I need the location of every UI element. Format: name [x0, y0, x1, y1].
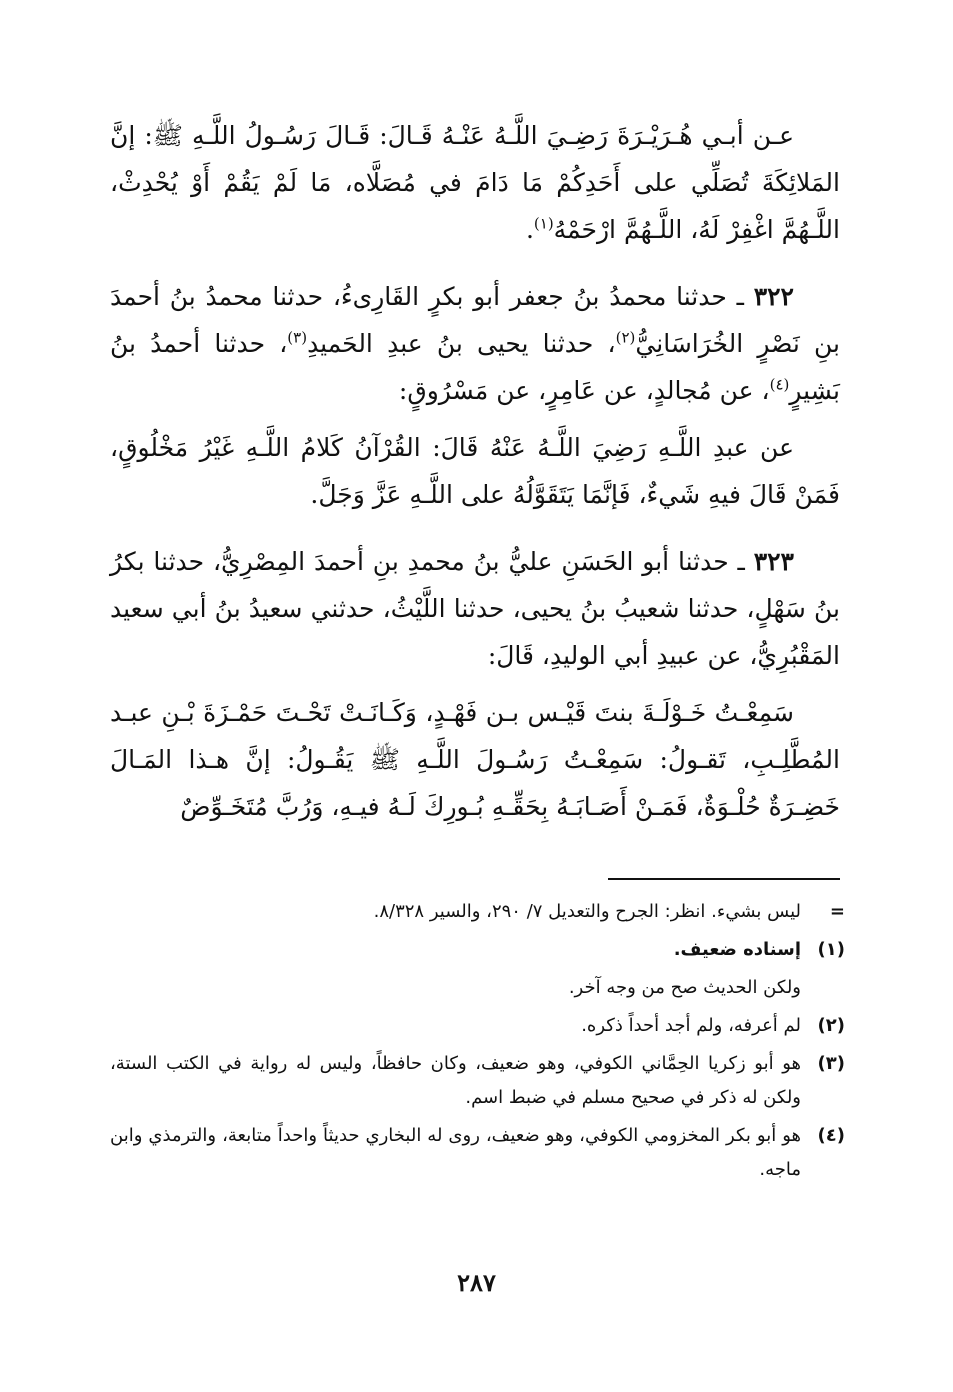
footnote-continuation [110, 895, 845, 929]
footnote-ref-1: (١) [533, 214, 554, 233]
hadith-322-matn: عن عبدِ اللَّـهِ رَضِيَ اللَّـهُ عَنْهُ قَالَ: القُرْآنُ كَلامُ اللَّـهِ غَيْرُ مَخْلُوقٍ، فَمَنْ قَالَ فيهِ شَيءٌ، فَإنَّمَا يَتَقَوَّلُهُ على اللَّـهِ عَزَّ وَجَلَّ. [110, 433, 840, 509]
footnote-ref-4: (٤) [769, 375, 790, 394]
spacer [110, 679, 840, 689]
hadith-323-isnad [110, 538, 840, 679]
spacer [110, 414, 840, 424]
hadith-322-isnad-b: ، حدثنا يحيى بنُ عبدِ الحَميدِ [307, 329, 616, 358]
spacer [110, 253, 840, 273]
footnote-4 [110, 1119, 845, 1187]
footnote-separator [608, 878, 840, 880]
footnote-continuation-mark: = [829, 901, 845, 922]
footnote-1-bold: إسناده ضعيف. [673, 939, 801, 960]
hadith-323-isnad-text: ـ حدثنا أبو الحَسَنِ عليُّ بنُ محمدِ بنِ أحمدَ المِصْرِيُّ، حدثنا بكرُ بنُ سَهْلٍ، حدثنا شعيبُ بنُ يحيى، حدثنا اللَّيْثُ، حدثني سعيدُ بنُ أبي سعيد المَقْبُرِيُّ، عن عبيدِ أبي الوليدِ، قَالَ: [110, 547, 840, 670]
footnote-1-continued [110, 971, 845, 1005]
hadith-322-isnad-c: ، حدثنا أحمدُ بنُ بَشِيرٍ [110, 329, 840, 405]
footnote-continuation-text: ليس بشيء. انظر: الجرح والتعديل ٧/ ٢٩٠، والسير ٨/٣٢٨. [373, 901, 801, 922]
hadith-number-322: ٣٢٢ [753, 282, 794, 311]
hadith-322-isnad-d: ، عن مُجالدٍ، عن عَامِرٍ، عن مَسْرُوقٍ: [398, 376, 770, 405]
hadith-323-matn: سَمِعْـتُ خَـوْلَـةَ بنتَ قَيْـس بـن فَهْـدٍ، وَكَـانَـتْ تَحْـتَ حَمْـزَةَ بْـنِ عبـد المُطَّلِـبِ، تَقـولُ: سَمِعْـتُ رَسُـولَ اللَّـهِ ﷺ يَقُـولُ: إنَّ هـذا المَـالَ خَضِـرَةٌ حُلْـوَةٌ، فَمَـنْ أَصَـابَـهُ بِحَقِّـهِ بُـورِكَ لَـهُ فيـهِ، وَرُبَّ مُتَخَـوِّضٌ [110, 698, 840, 821]
footnote-2-mark: (٢) [817, 1015, 845, 1036]
footnote-4-mark: (٤) [817, 1125, 845, 1146]
footnote-3 [110, 1047, 845, 1115]
hadith-321-end: . [525, 215, 534, 244]
footnote-1 [110, 933, 845, 967]
footnote-2 [110, 1009, 845, 1043]
footnote-3-text: هو أبو زكريا الحِمَّاني الكوفي، وهو ضعيف، وكان حافظاً، وليس له رواية في الكتب الستة، ولكن له ذكر في صحيح مسلم في ضبط اسم. [110, 1053, 801, 1108]
footnote-4-text: هو أبو بكر المخزومي الكوفي، وهو ضعيف، روى له البخاري حديثاً واحداً متابعة، والترمذي وابن ماجه. [110, 1125, 801, 1180]
footnote-ref-3: (٣) [287, 328, 308, 347]
footnote-1b-text: ولكن الحديث صح من وجه آخر. [568, 977, 801, 998]
footnote-1-text [110, 933, 801, 967]
footnote-3-mark: (٣) [817, 1053, 845, 1074]
hadith-number-323: ٣٢٣ [753, 547, 794, 576]
footnote-2-text: لم أعرفه، ولم أجد أحداً ذكره. [581, 1015, 801, 1036]
main-text [110, 112, 840, 830]
hadith-321-text: عـن أبـي هُـرَيْـرَةَ رَضِـيَ اللَّـهُ عَنْـهُ قَـالَ: قَـالَ رَسُـولُ اللَّـهِ ﷺ: إنَّ المَلائِكَةَ تُصَلِّي على أَحَدِكُمْ مَا دَامَ في مُصَلَّاه، مَا لَمْ يَقُمْ أَوْ يُحْدِثْ، اللَّـهُمَّ اغْفِرْ لَهُ، اللَّـهُمَّ ارْحَمْهُ [110, 121, 840, 244]
spacer [110, 518, 840, 538]
footnotes [110, 895, 845, 1191]
hadith-322-isnad [110, 273, 840, 414]
footnote-ref-2: (٢) [615, 328, 636, 347]
hadith-322-isnad-a: ـ حدثنا محمدُ بنُ جعفر أبو بكرٍ القَارِىءُ، حدثنا محمدُ بنُ أحمدَ بنِ نَصْرٍ الخُرَاسَانِيُّ [110, 282, 840, 358]
page-number: ٢٨٧ [457, 1268, 496, 1297]
footnote-1-mark: (١) [817, 939, 845, 960]
hadith-321-matn [110, 112, 840, 253]
